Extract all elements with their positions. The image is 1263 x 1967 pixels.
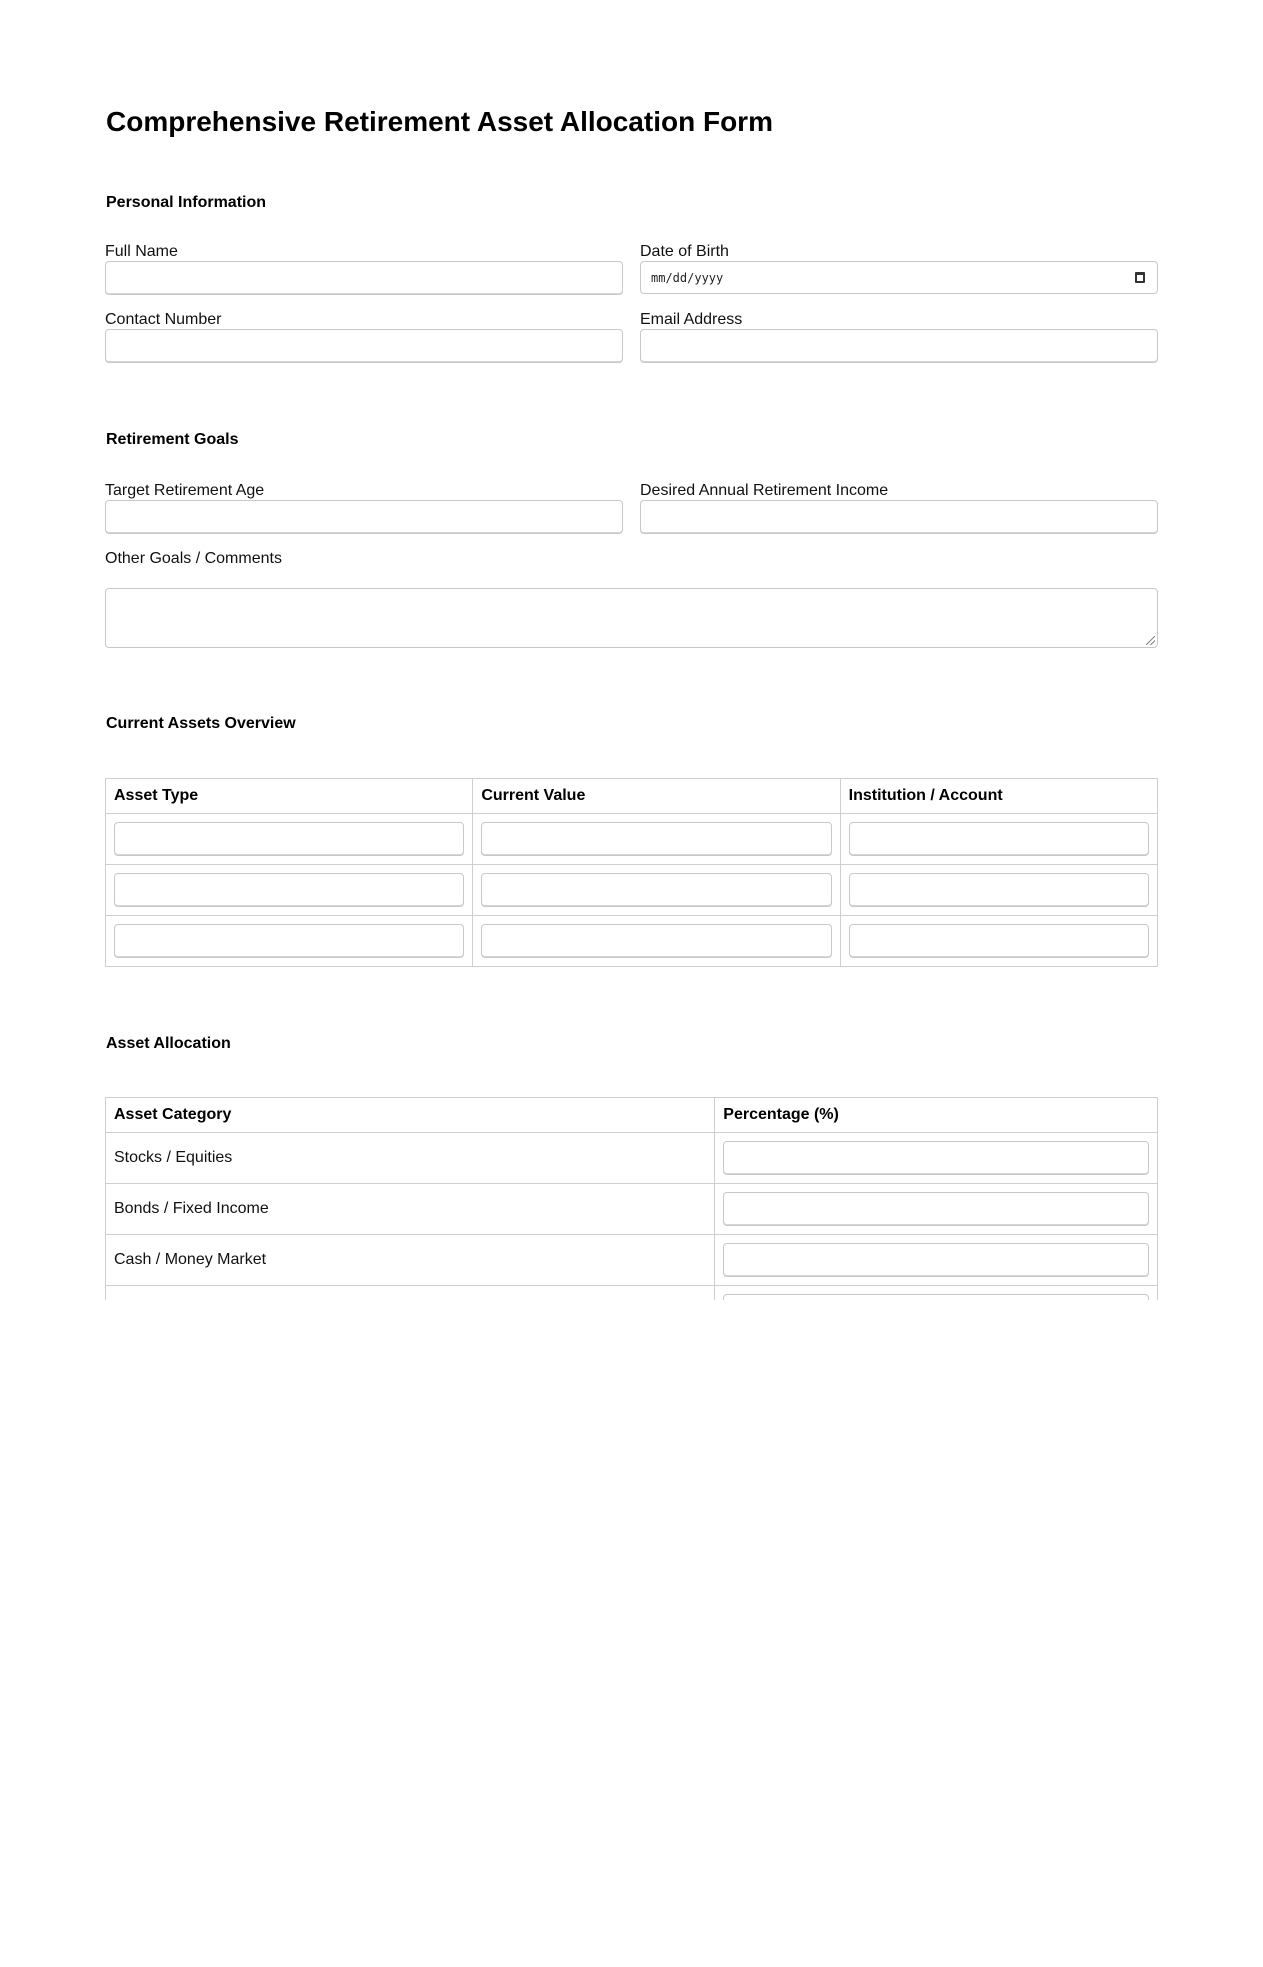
table-cell: [715, 1184, 1158, 1235]
table-row: [106, 1184, 1158, 1235]
section-heading-retirement-goals: Retirement Goals: [106, 431, 239, 448]
current-value-input[interactable]: [481, 822, 831, 856]
contact-number-label: Contact Number: [105, 311, 222, 328]
table-cell: [106, 916, 473, 967]
table-header-row: [106, 779, 1158, 814]
table-row: [106, 1286, 1158, 1301]
other-goals-label: Other Goals / Comments: [105, 550, 282, 567]
table-cell: [473, 865, 840, 916]
institution-account-input[interactable]: [849, 822, 1149, 856]
percentage-input-cash[interactable]: [723, 1243, 1149, 1277]
asset-category-cell: Bonds / Fixed Income: [106, 1184, 715, 1235]
date-placeholder: mm/dd/yyyy: [651, 270, 724, 285]
table-row: [106, 1235, 1158, 1286]
current-assets-table: [105, 778, 1158, 967]
desired-annual-income-input[interactable]: [640, 500, 1158, 534]
column-header-asset-type: Asset Type: [106, 779, 473, 814]
email-address-input[interactable]: [640, 329, 1158, 363]
section-heading-asset-allocation: Asset Allocation: [106, 1035, 231, 1052]
table-cell: [473, 916, 840, 967]
table-cell: [840, 916, 1157, 967]
table-cell: [473, 814, 840, 865]
asset-type-input[interactable]: [114, 873, 464, 907]
table-row: [106, 1133, 1158, 1184]
institution-account-input[interactable]: [849, 873, 1149, 907]
table-header-row: [106, 1098, 1158, 1133]
date-of-birth-input[interactable]: [640, 261, 1158, 294]
column-header-asset-category: Asset Category: [106, 1098, 715, 1133]
desired-annual-income-label: Desired Annual Retirement Income: [640, 482, 889, 499]
date-of-birth-label: Date of Birth: [640, 243, 729, 260]
percentage-input-stocks[interactable]: [723, 1141, 1149, 1175]
resize-handle-icon[interactable]: [1146, 636, 1155, 645]
table-cell: [840, 865, 1157, 916]
current-value-input[interactable]: [481, 873, 831, 907]
table-cell: [715, 1235, 1158, 1286]
target-retirement-age-label: Target Retirement Age: [105, 482, 265, 499]
percentage-input-bonds[interactable]: [723, 1192, 1149, 1226]
table-cell: [106, 865, 473, 916]
current-value-input[interactable]: [481, 924, 831, 958]
section-heading-personal-information: Personal Information: [106, 194, 267, 211]
full-name-input[interactable]: [105, 261, 623, 295]
table-row: [106, 814, 1158, 865]
table-cell: [715, 1133, 1158, 1184]
email-address-label: Email Address: [640, 311, 743, 328]
asset-category-cell: Stocks / Equities: [106, 1133, 715, 1184]
institution-account-input[interactable]: [849, 924, 1149, 958]
table-cell: [106, 814, 473, 865]
contact-number-input[interactable]: [105, 329, 623, 363]
other-goals-textarea[interactable]: [105, 588, 1158, 648]
table-cell: [715, 1286, 1158, 1301]
table-cell: [840, 814, 1157, 865]
page-title: Comprehensive Retirement Asset Allocation Form: [106, 106, 773, 137]
full-name-label: Full Name: [105, 243, 178, 260]
column-header-percentage: Percentage (%): [715, 1098, 1158, 1133]
table-row: [106, 916, 1158, 967]
asset-allocation-table: [105, 1097, 1158, 1300]
table-row: [106, 865, 1158, 916]
asset-category-cell: Cash / Money Market: [106, 1235, 715, 1286]
column-header-institution-account: Institution / Account: [840, 779, 1157, 814]
asset-type-input[interactable]: [114, 924, 464, 958]
column-header-current-value: Current Value: [473, 779, 840, 814]
asset-category-cell: [106, 1286, 715, 1301]
section-heading-current-assets: Current Assets Overview: [106, 715, 296, 732]
calendar-icon[interactable]: [1135, 272, 1145, 283]
percentage-input-other[interactable]: [723, 1294, 1149, 1300]
target-retirement-age-input[interactable]: [105, 500, 623, 534]
asset-type-input[interactable]: [114, 822, 464, 856]
